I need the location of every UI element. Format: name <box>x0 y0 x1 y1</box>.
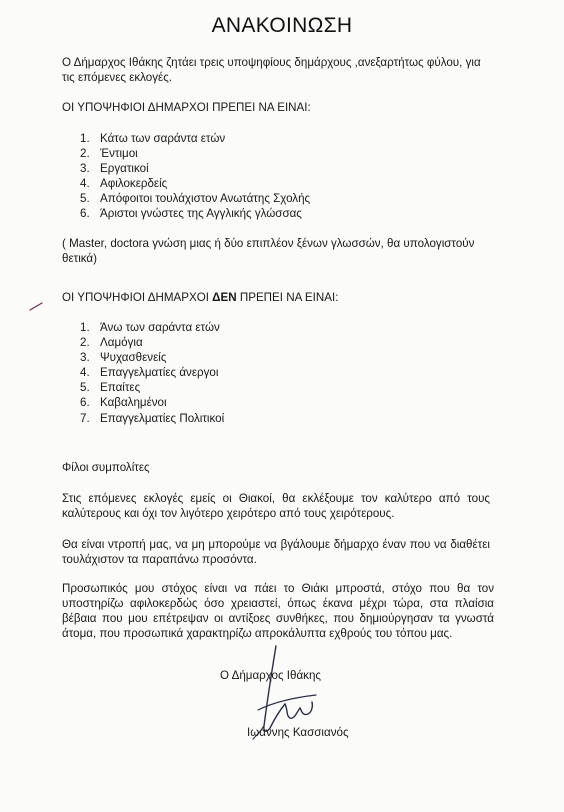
list-item: 2. Λαμόγια <box>80 336 143 350</box>
list-item: 4. Επαγγελματίες άνεργοι <box>80 366 219 380</box>
must-heading: ΟΙ ΥΠΟΨΗΦΙΟΙ ΔΗΜΑΡΧΟΙ ΠΡΕΠΕΙ ΝΑ ΕΙΝΑΙ: <box>62 101 311 114</box>
list-item: 3. Εργατικοί <box>80 162 149 176</box>
must-list <box>80 131 310 222</box>
list-item: 5. Απόφοιτοι τουλάχιστον Ανωτάτης Σχολής <box>80 192 311 206</box>
margin-mark <box>28 300 44 312</box>
intro-paragraph: Ο Δήμαρχος Ιθάκης ζητάει τρεις υποψηφίους δημάρχους ,ανεξαρτήτως φύλου, για τις επόμενες εκλογές. <box>62 56 481 84</box>
list-item: 6. Άριστοι γνώστες της Αγγλικής γλώσσας <box>80 207 302 221</box>
must-not-heading: ΟΙ ΥΠΟΨΗΦΙΟΙ ΔΗΜΑΡΧΟΙ ΔΕΝ ΠΡΕΠΕΙ ΝΑ ΕΙΝΑΙ: <box>62 291 339 304</box>
languages-note: ( Master, doctora γνώση μιας ή δύο επιπλέον ξένων γλωσσών, θα υπολογιστούν θετικά) <box>62 237 475 265</box>
heading-emphasis: ΔΕΝ <box>212 291 237 304</box>
list-item: 3. Ψυχασθενείς <box>80 351 167 365</box>
list-item: 1. Κάτω των σαράντα ετών <box>80 132 226 145</box>
greeting: Φίλοι συμπολίτες <box>62 461 150 474</box>
signature-role: Ο Δήμαρχος Ιθάκης <box>220 669 322 682</box>
list-item: 5. Επαίτες <box>80 381 141 395</box>
body-paragraph-2: Θα είναι ντροπή μας, να μη μπορούμε να βγάλουμε δήμαρχο έναν που να διαθέτει τουλάχιστον τα παραπάνω προσόντα. <box>62 538 490 566</box>
signature-name: Ιωάννης Κασσιανός <box>247 726 349 739</box>
list-item: 4. Αφιλοκερδείς <box>80 177 168 191</box>
list-item: 2. Έντιμοι <box>80 147 138 161</box>
list-item: 1. Άνω των σαράντα ετών <box>80 321 220 334</box>
list-item: 7. Επαγγελματίες Πολιτικοί <box>80 411 225 425</box>
list-item: 6. Καβαλημένοι <box>80 396 167 410</box>
must-not-list <box>80 320 224 426</box>
page-title: ΑΝΑΚΟΙΝΩΣΗ <box>211 14 353 37</box>
body-paragraph-3: Προσωπικός μου στόχος είναι να πάει το Θιάκι μπροστά, στόχο που θα τον υποστηρίζω αφιλοκερδώς όσο χρειαστεί, όπως έκανα μέχρι τώρα, στα πλαίσια βέβαια που μου επέτρεψαν οι αντίξοες συνθήκες, που δημιούργησαν τα γνωστά άτομα, που προσωπικά χαρακτηρίζω απροκάλυπτα εχθρούς του τόπου μας. <box>62 582 494 640</box>
body-paragraph-1: Στις επόμενες εκλογές εμείς οι Θιακοί, θα εκλέξουμε τον καλύτερο από τους καλύτερους και όχι τον λιγότερο χειρότερο από τους χειρότερους. <box>62 492 490 520</box>
